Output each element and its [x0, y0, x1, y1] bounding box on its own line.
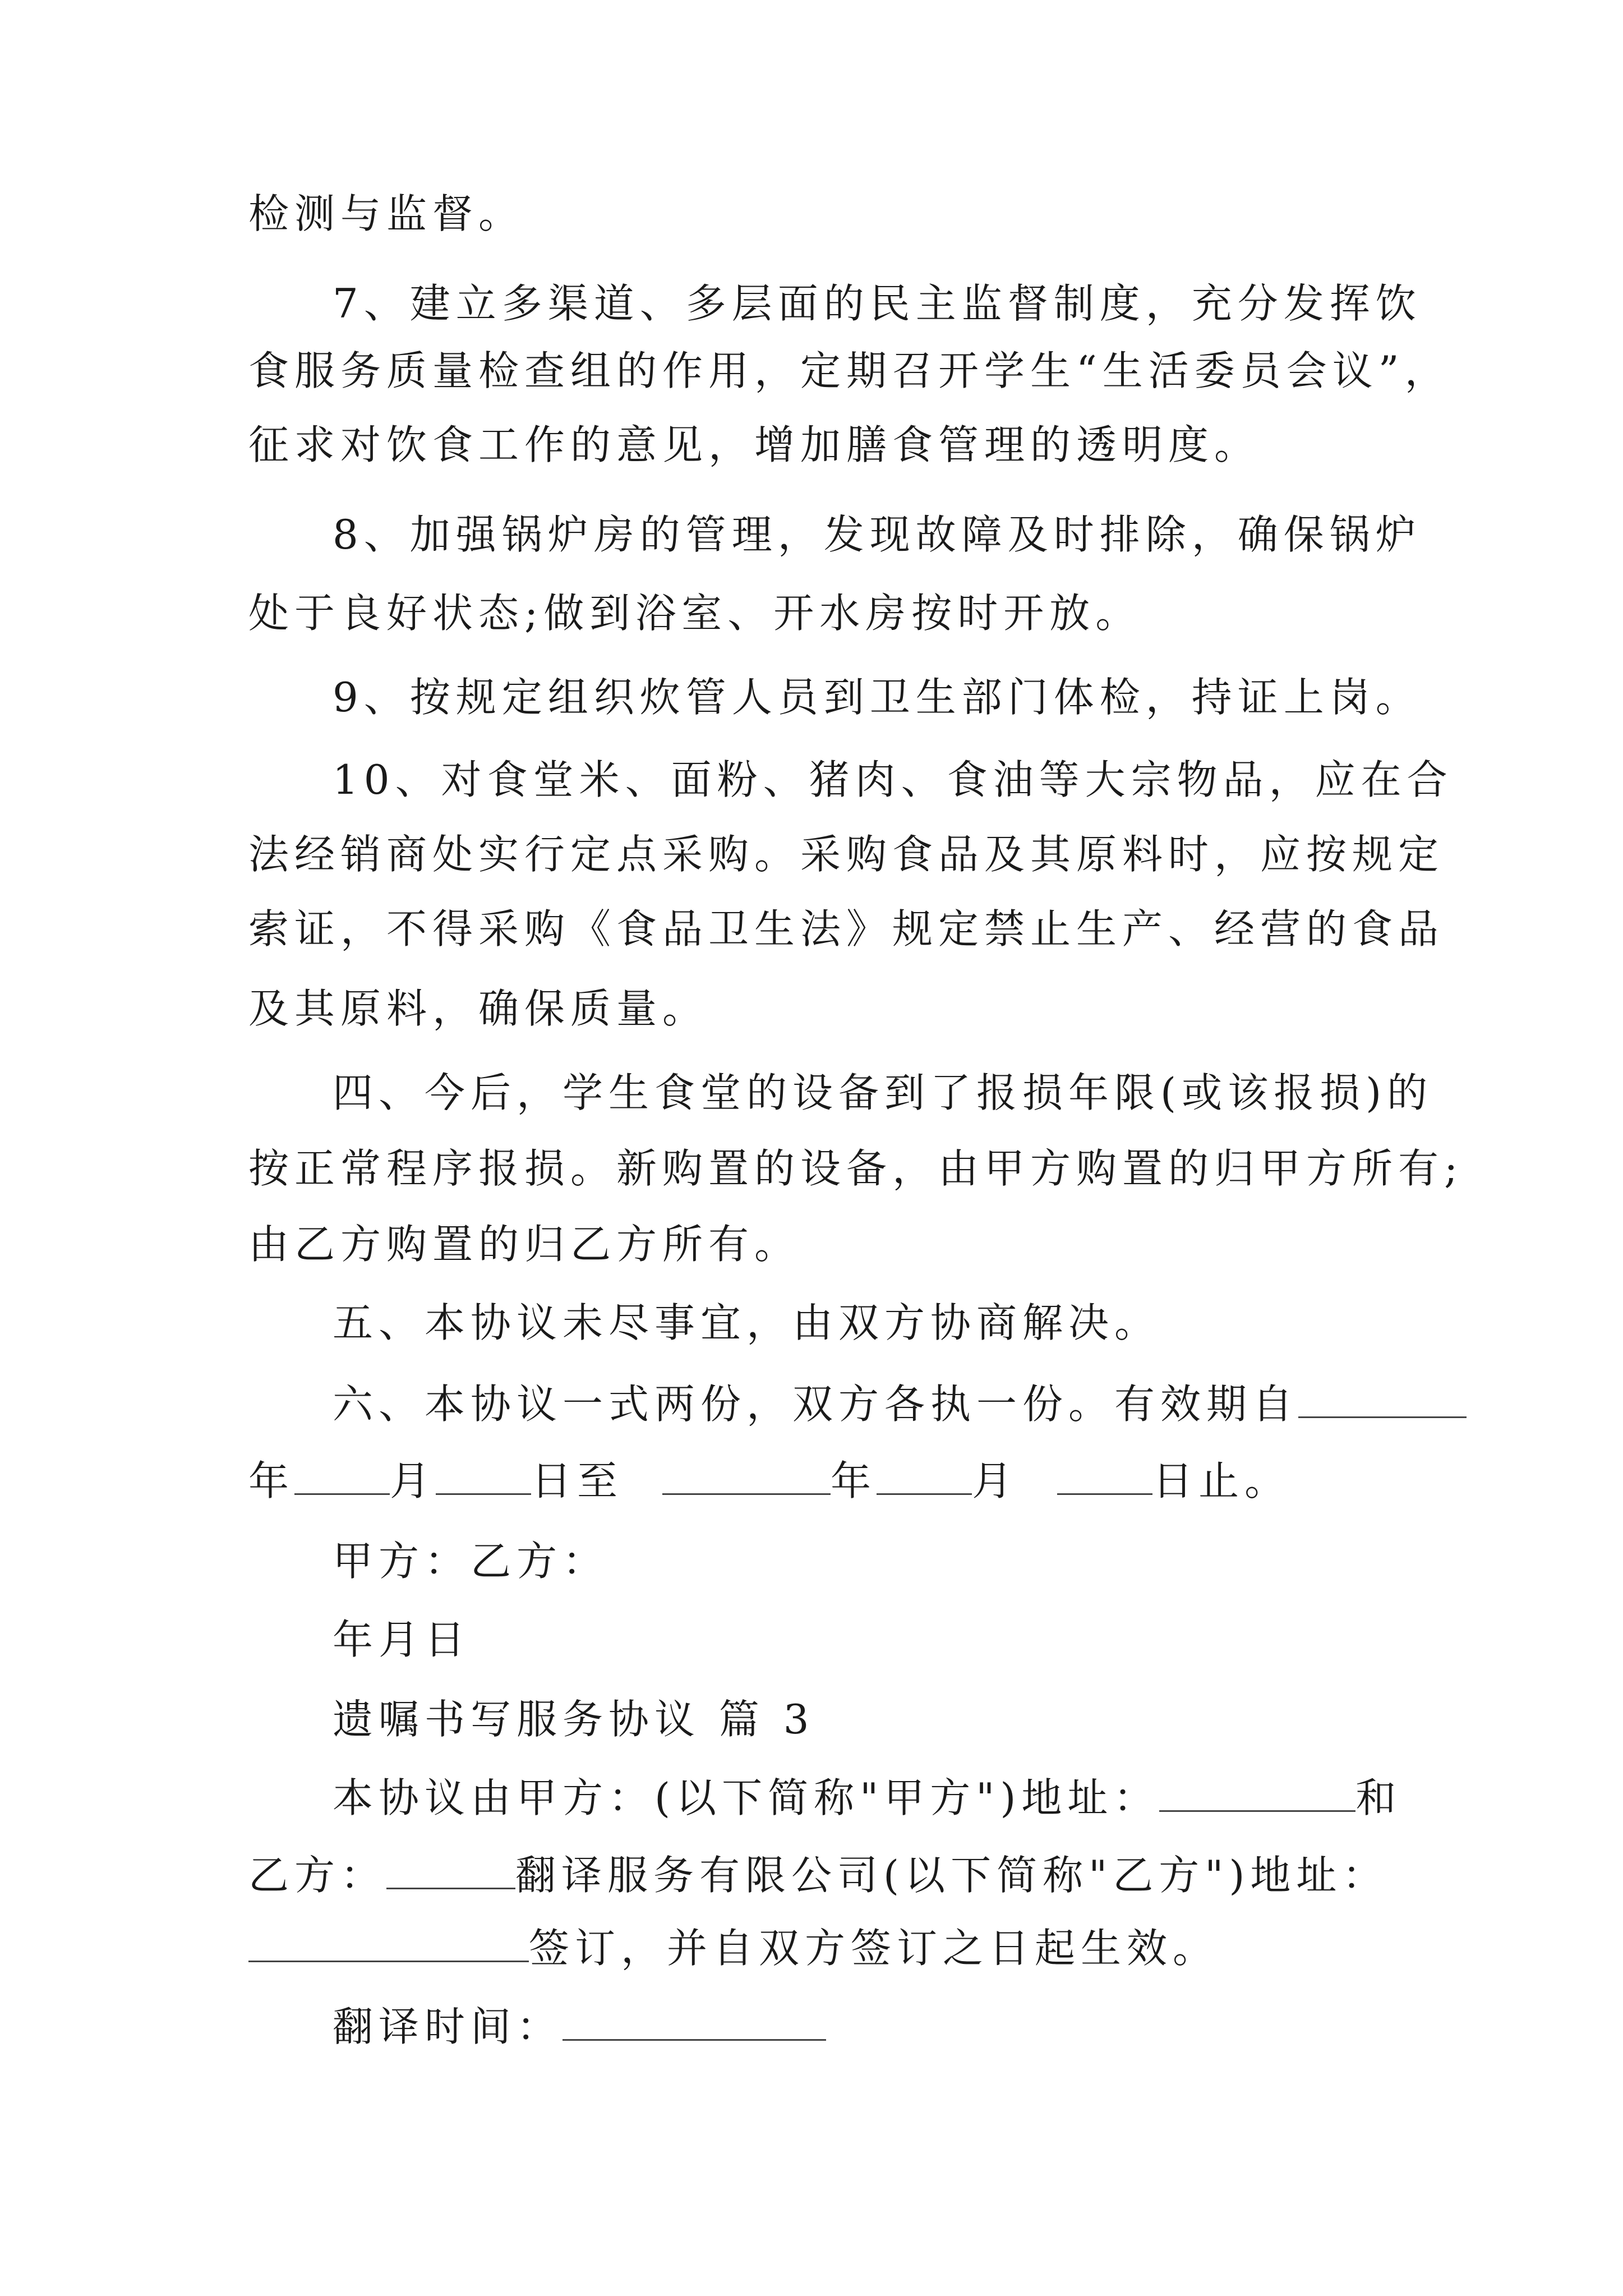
paragraph-line: 9、按规定组织炊管人员到卫生部门体检，持证上岗。 [333, 674, 1422, 721]
paragraph-line: 及其原料，确保质量。 [248, 985, 709, 1032]
paragraph-line: 7、建立多渠道、多层面的民主监督制度，充分发挥饮 [333, 280, 1422, 327]
date-line: 年月日 [333, 1616, 471, 1663]
blank-end-day [1057, 1458, 1152, 1495]
paragraph-line: 法经销商处实行定点采购。采购食品及其原料时，应按规定 [248, 831, 1445, 878]
agreement-line-1 [333, 1771, 1402, 1825]
paragraph-line: 按正常程序报损。新购置的设备，由甲方购置的归甲方所有; [248, 1145, 1464, 1192]
blank-start-year [1298, 1382, 1467, 1418]
agreement-party-b-label: 乙方： [248, 1852, 387, 1899]
paragraph-line: 由乙方购置的归乙方所有。 [248, 1221, 801, 1268]
day-end-label: 日止。 [1152, 1457, 1291, 1504]
month-label: 月 [390, 1457, 436, 1504]
agreement-line-3 [248, 1921, 1387, 1975]
parties-line: 甲方：乙方： [333, 1538, 609, 1585]
day-to-label: 日至 [531, 1457, 624, 1504]
blank-party-b-address [248, 1926, 529, 1962]
paragraph-line: 检测与监督。 [248, 190, 525, 237]
agreement-and: 和 [1355, 1774, 1402, 1821]
paragraph-line: 五、本协议未尽事宜，由双方协商解决。 [333, 1299, 1161, 1346]
paragraph-line: 征求对饮食工作的意见，增加膳食管理的透明度。 [248, 421, 1261, 468]
paragraph-line: 处于良好状态;做到浴室、开水房按时开放。 [248, 590, 1142, 637]
translation-time-label: 翻译时间： [333, 2003, 563, 2050]
validity-line [333, 1377, 1387, 1431]
agreement-line-2 [248, 1848, 1387, 1902]
blank-translation-time [562, 2004, 826, 2041]
agreement-party-b: 翻译服务有限公司(以下简称"乙方")地址： [515, 1852, 1389, 1899]
blank-party-b-name [386, 1853, 515, 1889]
validity-prefix: 六、本协议一式两份，双方各执一份。有效期自 [333, 1381, 1299, 1428]
paragraph-line: 索证，不得采购《食品卫生法》规定禁止生产、经营的食品 [248, 905, 1445, 953]
section-title: 遗嘱书写服务协议 篇 3 [333, 1696, 815, 1743]
blank-end-month [877, 1458, 972, 1495]
year-label: 年 [831, 1457, 877, 1504]
year-label: 年 [248, 1457, 295, 1504]
validity-dates-line [248, 1454, 1387, 1508]
translation-time-line [333, 2000, 1387, 2054]
agreement-effective: 签订，并自双方签订之日起生效。 [529, 1925, 1219, 1972]
paragraph-line: 8、加强锅炉房的管理，发现故障及时排除，确保锅炉 [333, 511, 1422, 558]
blank-start-month [294, 1458, 390, 1495]
agreement-party-a: 本协议由甲方：(以下简称"甲方")地址： [333, 1774, 1160, 1821]
paragraph-line: 食服务质量检查组的作用，定期召开学生“生活委员会议”， [248, 347, 1451, 394]
month-label: 月 [972, 1457, 1018, 1504]
blank-end-year [662, 1458, 831, 1495]
blank-party-a-address [1159, 1775, 1355, 1812]
blank-start-day [436, 1458, 531, 1495]
paragraph-line: 四、今后，学生食堂的设备到了报损年限(或该报损)的 [333, 1069, 1433, 1116]
paragraph-line: 10、对食堂米、面粉、猪肉、食油等大宗物品，应在合 [333, 756, 1453, 803]
